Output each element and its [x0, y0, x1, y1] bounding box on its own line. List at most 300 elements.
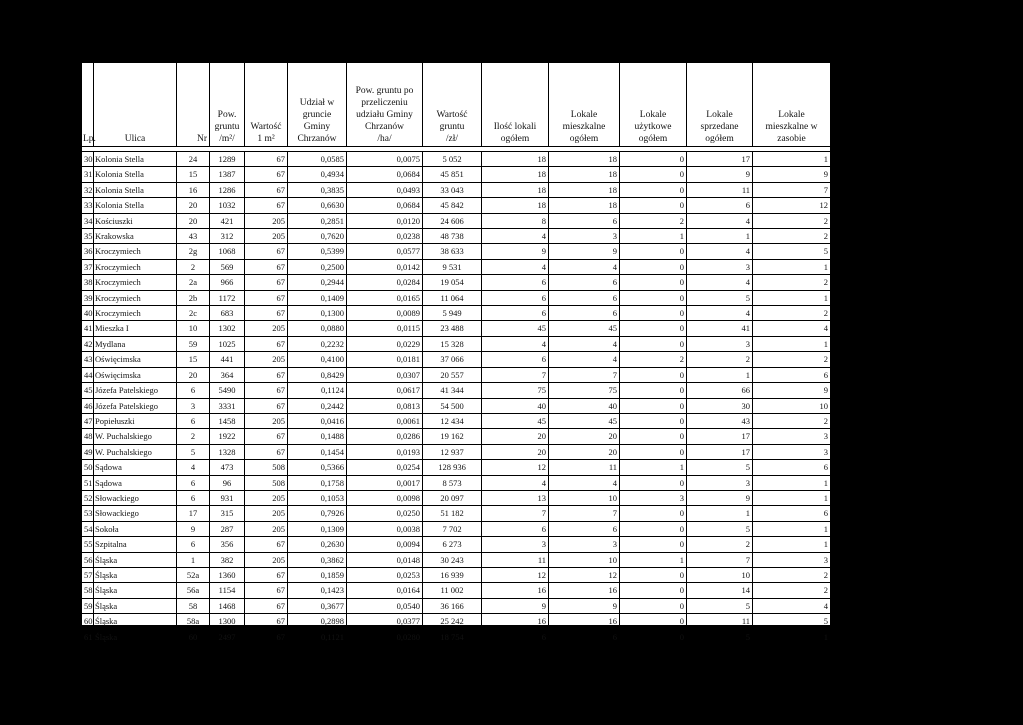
cell-ulica: Słowackiego	[94, 490, 177, 505]
cell-lokale-sprzedane: 10	[687, 567, 753, 582]
cell-ulica: Sądowa	[94, 475, 177, 490]
cell-ulica: Oświęcimska	[94, 352, 177, 367]
cell-udzial: 0,7620	[288, 229, 347, 244]
cell-lokale-zasobie: 2	[753, 413, 831, 428]
cell-wartosc-1m2: 67	[245, 537, 288, 552]
cell-pow-po-przeliczeniu: 0,0017	[347, 475, 423, 490]
cell-lokale-sprzedane: 4	[687, 213, 753, 228]
cell-wartosc-gruntu: 54 500	[423, 398, 482, 413]
cell-nr: 43	[177, 229, 210, 244]
cell-lokale-mieszkalne: 40	[549, 398, 620, 413]
cell-wartosc-1m2: 67	[245, 275, 288, 290]
cell-wartosc-gruntu: 33 043	[423, 182, 482, 197]
cell-udzial: 0,1859	[288, 567, 347, 582]
cell-pow-po-przeliczeniu: 0,0120	[347, 213, 423, 228]
cell-wartosc-1m2: 508	[245, 475, 288, 490]
cell-lokale-mieszkalne: 6	[549, 213, 620, 228]
cell-ilosc-lokali: 18	[482, 167, 549, 182]
cell-lokale-zasobie: 1	[753, 475, 831, 490]
table-row	[82, 567, 831, 582]
cell-lokale-zasobie: 5	[753, 614, 831, 629]
table-row	[82, 213, 831, 228]
table-row	[82, 367, 831, 382]
cell-lp: 51	[82, 475, 94, 490]
cell-pow-gruntu: 382	[210, 552, 245, 567]
cell-udzial: 0,1053	[288, 490, 347, 505]
cell-lokale-mieszkalne: 7	[549, 506, 620, 521]
cell-lokale-uzytkowe: 0	[620, 629, 687, 644]
cell-lokale-uzytkowe: 0	[620, 367, 687, 382]
cell-lokale-mieszkalne: 75	[549, 383, 620, 398]
cell-udzial: 0,0585	[288, 152, 347, 167]
cell-pow-gruntu: 3331	[210, 398, 245, 413]
cell-lokale-uzytkowe: 3	[620, 490, 687, 505]
cell-ilosc-lokali: 3	[482, 537, 549, 552]
cell-pow-po-przeliczeniu: 0,0684	[347, 167, 423, 182]
header-wartosc-1m2: Wartość 1 m²	[245, 63, 288, 147]
cell-ilosc-lokali: 12	[482, 460, 549, 475]
cell-lokale-sprzedane: 11	[687, 182, 753, 197]
cell-nr: 17	[177, 506, 210, 521]
cell-pow-po-przeliczeniu: 0,0142	[347, 259, 423, 274]
cell-nr: 6	[177, 537, 210, 552]
cell-nr: 2a	[177, 275, 210, 290]
cell-lokale-uzytkowe: 0	[620, 567, 687, 582]
header-lp: Lp.	[82, 63, 94, 147]
cell-lokale-zasobie: 2	[753, 229, 831, 244]
cell-udzial: 0,2851	[288, 213, 347, 228]
cell-pow-po-przeliczeniu: 0,0280	[347, 629, 423, 644]
cell-wartosc-gruntu: 20 557	[423, 367, 482, 382]
table-header-row	[82, 63, 831, 147]
cell-ulica: Śląska	[94, 552, 177, 567]
cell-lokale-sprzedane: 1	[687, 506, 753, 521]
cell-ulica: Śląska	[94, 567, 177, 582]
cell-wartosc-1m2: 67	[245, 614, 288, 629]
cell-ulica: Mieszka I	[94, 321, 177, 336]
cell-wartosc-gruntu: 18 754	[423, 629, 482, 644]
table-row	[82, 306, 831, 321]
cell-ilosc-lokali: 4	[482, 259, 549, 274]
cell-udzial: 0,3677	[288, 598, 347, 613]
cell-lokale-mieszkalne: 16	[549, 583, 620, 598]
cell-lokale-uzytkowe: 1	[620, 229, 687, 244]
cell-pow-po-przeliczeniu: 0,0284	[347, 275, 423, 290]
cell-wartosc-1m2: 67	[245, 629, 288, 644]
cell-pow-po-przeliczeniu: 0,0307	[347, 367, 423, 382]
cell-nr: 2	[177, 259, 210, 274]
cell-lokale-uzytkowe: 0	[620, 413, 687, 428]
cell-lokale-uzytkowe: 0	[620, 182, 687, 197]
cell-udzial: 0,5399	[288, 244, 347, 259]
cell-wartosc-gruntu: 128 936	[423, 460, 482, 475]
cell-ilosc-lokali: 6	[482, 290, 549, 305]
header-nr: Nr	[177, 63, 210, 147]
cell-ilosc-lokali: 9	[482, 598, 549, 613]
cell-lokale-zasobie: 4	[753, 598, 831, 613]
cell-wartosc-gruntu: 15 328	[423, 336, 482, 351]
cell-lokale-sprzedane: 5	[687, 598, 753, 613]
cell-lokale-mieszkalne: 18	[549, 198, 620, 213]
cell-nr: 15	[177, 167, 210, 182]
table-row	[82, 259, 831, 274]
cell-pow-po-przeliczeniu: 0,0493	[347, 182, 423, 197]
table-row	[82, 398, 831, 413]
cell-lp: 50	[82, 460, 94, 475]
cell-lokale-mieszkalne: 6	[549, 629, 620, 644]
cell-wartosc-1m2: 205	[245, 521, 288, 536]
cell-lokale-uzytkowe: 0	[620, 306, 687, 321]
cell-lokale-mieszkalne: 20	[549, 429, 620, 444]
cell-nr: 1	[177, 552, 210, 567]
property-table	[81, 62, 831, 645]
cell-lp: 59	[82, 598, 94, 613]
cell-pow-po-przeliczeniu: 0,0250	[347, 506, 423, 521]
cell-wartosc-gruntu: 36 166	[423, 598, 482, 613]
cell-lp: 58	[82, 583, 94, 598]
cell-pow-po-przeliczeniu: 0,0115	[347, 321, 423, 336]
cell-pow-gruntu: 1154	[210, 583, 245, 598]
table-body	[82, 152, 831, 645]
cell-udzial: 0,6630	[288, 198, 347, 213]
cell-nr: 2b	[177, 290, 210, 305]
cell-ilosc-lokali: 13	[482, 490, 549, 505]
cell-wartosc-gruntu: 20 097	[423, 490, 482, 505]
cell-lokale-uzytkowe: 0	[620, 444, 687, 459]
cell-lokale-mieszkalne: 6	[549, 306, 620, 321]
table-row	[82, 521, 831, 536]
cell-pow-gruntu: 1300	[210, 614, 245, 629]
cell-ilosc-lokali: 18	[482, 152, 549, 167]
cell-nr: 5	[177, 444, 210, 459]
cell-udzial: 0,1488	[288, 429, 347, 444]
header-ilosc-lokali: Ilość lokali ogółem	[482, 63, 549, 147]
cell-lokale-uzytkowe: 0	[620, 598, 687, 613]
cell-lokale-uzytkowe: 0	[620, 383, 687, 398]
cell-ilosc-lokali: 16	[482, 614, 549, 629]
cell-ilosc-lokali: 11	[482, 552, 549, 567]
header-lokale-uzytkowe: Lokale użytkowe ogółem	[620, 63, 687, 147]
cell-pow-po-przeliczeniu: 0,0165	[347, 290, 423, 305]
cell-lokale-zasobie: 9	[753, 383, 831, 398]
table-row	[82, 167, 831, 182]
table-row	[82, 321, 831, 336]
cell-pow-po-przeliczeniu: 0,0193	[347, 444, 423, 459]
cell-wartosc-gruntu: 11 064	[423, 290, 482, 305]
cell-wartosc-gruntu: 25 242	[423, 614, 482, 629]
cell-udzial: 0,8429	[288, 367, 347, 382]
cell-pow-gruntu: 931	[210, 490, 245, 505]
cell-lokale-uzytkowe: 0	[620, 537, 687, 552]
cell-lokale-sprzedane: 1	[687, 367, 753, 382]
cell-wartosc-1m2: 67	[245, 567, 288, 582]
cell-pow-po-przeliczeniu: 0,0286	[347, 429, 423, 444]
header-pow-gruntu: Pow. gruntu /m²/	[210, 63, 245, 147]
cell-wartosc-gruntu: 41 344	[423, 383, 482, 398]
cell-pow-gruntu: 312	[210, 229, 245, 244]
cell-pow-gruntu: 966	[210, 275, 245, 290]
cell-lokale-mieszkalne: 16	[549, 614, 620, 629]
document-page	[81, 62, 830, 642]
cell-pow-po-przeliczeniu: 0,0148	[347, 552, 423, 567]
cell-lokale-mieszkalne: 18	[549, 167, 620, 182]
cell-lokale-uzytkowe: 1	[620, 552, 687, 567]
cell-lokale-sprzedane: 43	[687, 413, 753, 428]
cell-lokale-uzytkowe: 0	[620, 167, 687, 182]
cell-wartosc-1m2: 67	[245, 259, 288, 274]
cell-nr: 10	[177, 321, 210, 336]
cell-pow-po-przeliczeniu: 0,0061	[347, 413, 423, 428]
cell-lp: 31	[82, 167, 94, 182]
cell-lokale-sprzedane: 5	[687, 290, 753, 305]
cell-wartosc-gruntu: 45 842	[423, 198, 482, 213]
cell-udzial: 0,1409	[288, 290, 347, 305]
cell-lokale-sprzedane: 1	[687, 229, 753, 244]
cell-wartosc-1m2: 67	[245, 167, 288, 182]
cell-lokale-zasobie: 7	[753, 182, 831, 197]
cell-lokale-mieszkalne: 4	[549, 336, 620, 351]
cell-lokale-uzytkowe: 0	[620, 198, 687, 213]
cell-lokale-zasobie: 12	[753, 198, 831, 213]
table-row	[82, 598, 831, 613]
cell-ulica: Kroczymiech	[94, 275, 177, 290]
cell-lokale-uzytkowe: 0	[620, 614, 687, 629]
cell-lokale-zasobie: 2	[753, 213, 831, 228]
cell-ulica: Józefa Patelskiego	[94, 383, 177, 398]
cell-nr: 60	[177, 629, 210, 644]
cell-ulica: Śląska	[94, 598, 177, 613]
cell-ilosc-lokali: 6	[482, 352, 549, 367]
table-row	[82, 413, 831, 428]
cell-lokale-uzytkowe: 0	[620, 429, 687, 444]
cell-lokale-zasobie: 6	[753, 367, 831, 382]
cell-wartosc-gruntu: 30 243	[423, 552, 482, 567]
cell-wartosc-1m2: 508	[245, 460, 288, 475]
cell-ulica: Kolonia Stella	[94, 167, 177, 182]
cell-nr: 6	[177, 475, 210, 490]
cell-lokale-zasobie: 2	[753, 567, 831, 582]
cell-pow-gruntu: 473	[210, 460, 245, 475]
cell-lokale-uzytkowe: 0	[620, 321, 687, 336]
cell-lokale-uzytkowe: 0	[620, 259, 687, 274]
cell-wartosc-1m2: 67	[245, 290, 288, 305]
cell-lokale-sprzedane: 11	[687, 614, 753, 629]
cell-udzial: 0,2944	[288, 275, 347, 290]
cell-lokale-uzytkowe: 1	[620, 460, 687, 475]
cell-lokale-mieszkalne: 10	[549, 552, 620, 567]
cell-lp: 32	[82, 182, 94, 197]
cell-lp: 57	[82, 567, 94, 582]
table-row	[82, 383, 831, 398]
cell-lp: 45	[82, 383, 94, 398]
cell-udzial: 0,3862	[288, 552, 347, 567]
cell-ulica: Kroczymiech	[94, 244, 177, 259]
cell-nr: 24	[177, 152, 210, 167]
table-row	[82, 614, 831, 629]
cell-lokale-sprzedane: 9	[687, 167, 753, 182]
cell-ulica: Śląska	[94, 629, 177, 644]
cell-lokale-zasobie: 5	[753, 244, 831, 259]
table-row	[82, 506, 831, 521]
cell-lp: 53	[82, 506, 94, 521]
cell-wartosc-1m2: 205	[245, 352, 288, 367]
table-row	[82, 444, 831, 459]
cell-lp: 55	[82, 537, 94, 552]
cell-ilosc-lokali: 12	[482, 567, 549, 582]
cell-lokale-mieszkalne: 3	[549, 537, 620, 552]
cell-wartosc-gruntu: 37 066	[423, 352, 482, 367]
cell-wartosc-1m2: 67	[245, 398, 288, 413]
cell-ilosc-lokali: 9	[482, 244, 549, 259]
cell-pow-po-przeliczeniu: 0,0684	[347, 198, 423, 213]
cell-pow-po-przeliczeniu: 0,0038	[347, 521, 423, 536]
cell-wartosc-gruntu: 23 488	[423, 321, 482, 336]
table-row	[82, 336, 831, 351]
cell-wartosc-1m2: 67	[245, 583, 288, 598]
cell-lp: 48	[82, 429, 94, 444]
cell-ilosc-lokali: 20	[482, 444, 549, 459]
table-row	[82, 275, 831, 290]
cell-lokale-uzytkowe: 0	[620, 398, 687, 413]
cell-ilosc-lokali: 40	[482, 398, 549, 413]
header-wartosc-gruntu: Wartość gruntu /zł/	[423, 63, 482, 147]
cell-lokale-zasobie: 1	[753, 152, 831, 167]
cell-nr: 52a	[177, 567, 210, 582]
cell-lp: 43	[82, 352, 94, 367]
cell-wartosc-1m2: 67	[245, 444, 288, 459]
cell-lokale-sprzedane: 14	[687, 583, 753, 598]
cell-ulica: Kroczymiech	[94, 290, 177, 305]
cell-udzial: 0,2500	[288, 259, 347, 274]
cell-lokale-uzytkowe: 0	[620, 290, 687, 305]
cell-udzial: 0,4934	[288, 167, 347, 182]
cell-lokale-sprzedane: 17	[687, 429, 753, 444]
cell-lp: 37	[82, 259, 94, 274]
cell-ulica: Kroczymiech	[94, 306, 177, 321]
cell-pow-gruntu: 96	[210, 475, 245, 490]
cell-lokale-mieszkalne: 6	[549, 275, 620, 290]
cell-pow-gruntu: 683	[210, 306, 245, 321]
cell-lp: 60	[82, 614, 94, 629]
cell-lp: 52	[82, 490, 94, 505]
cell-wartosc-gruntu: 19 054	[423, 275, 482, 290]
cell-pow-po-przeliczeniu: 0,0094	[347, 537, 423, 552]
cell-wartosc-1m2: 67	[245, 244, 288, 259]
cell-ulica: Mydlana	[94, 336, 177, 351]
cell-lokale-mieszkalne: 12	[549, 567, 620, 582]
cell-lokale-zasobie: 1	[753, 259, 831, 274]
cell-wartosc-gruntu: 12 434	[423, 413, 482, 428]
cell-lokale-sprzedane: 6	[687, 198, 753, 213]
cell-wartosc-gruntu: 7 702	[423, 521, 482, 536]
cell-ulica: Kolonia Stella	[94, 182, 177, 197]
cell-wartosc-gruntu: 45 851	[423, 167, 482, 182]
cell-udzial: 0,1309	[288, 521, 347, 536]
cell-pow-gruntu: 287	[210, 521, 245, 536]
cell-nr: 9	[177, 521, 210, 536]
cell-nr: 15	[177, 352, 210, 367]
cell-lokale-mieszkalne: 7	[549, 367, 620, 382]
header-pow-po-przeliczeniu: Pow. gruntu po przeliczeniu udziału Gminy Chrzanów /ha/	[347, 63, 423, 147]
cell-ulica: Kościuszki	[94, 213, 177, 228]
cell-ulica: Oświęcimska	[94, 367, 177, 382]
cell-pow-gruntu: 1068	[210, 244, 245, 259]
table-row	[82, 352, 831, 367]
cell-pow-gruntu: 1360	[210, 567, 245, 582]
table-row	[82, 244, 831, 259]
cell-lokale-mieszkalne: 9	[549, 244, 620, 259]
cell-wartosc-gruntu: 48 738	[423, 229, 482, 244]
cell-wartosc-gruntu: 6 273	[423, 537, 482, 552]
cell-nr: 4	[177, 460, 210, 475]
cell-nr: 58a	[177, 614, 210, 629]
cell-wartosc-gruntu: 19 162	[423, 429, 482, 444]
cell-ilosc-lokali: 6	[482, 275, 549, 290]
cell-lokale-zasobie: 1	[753, 537, 831, 552]
cell-ilosc-lokali: 6	[482, 306, 549, 321]
cell-ulica: Słowackiego	[94, 506, 177, 521]
cell-ilosc-lokali: 16	[482, 583, 549, 598]
cell-lokale-sprzedane: 3	[687, 336, 753, 351]
cell-ilosc-lokali: 18	[482, 182, 549, 197]
table-row	[82, 229, 831, 244]
cell-nr: 20	[177, 198, 210, 213]
cell-lokale-mieszkalne: 45	[549, 321, 620, 336]
cell-wartosc-1m2: 205	[245, 413, 288, 428]
cell-udzial: 0,1454	[288, 444, 347, 459]
cell-lp: 44	[82, 367, 94, 382]
cell-lokale-mieszkalne: 9	[549, 598, 620, 613]
cell-lokale-mieszkalne: 6	[549, 521, 620, 536]
cell-wartosc-1m2: 67	[245, 198, 288, 213]
cell-lp: 61	[82, 629, 94, 644]
cell-wartosc-gruntu: 12 937	[423, 444, 482, 459]
cell-pow-gruntu: 364	[210, 367, 245, 382]
cell-lokale-zasobie: 6	[753, 460, 831, 475]
cell-wartosc-1m2: 67	[245, 152, 288, 167]
cell-nr: 6	[177, 383, 210, 398]
cell-pow-gruntu: 1302	[210, 321, 245, 336]
cell-lokale-sprzedane: 30	[687, 398, 753, 413]
cell-ilosc-lokali: 8	[482, 213, 549, 228]
cell-wartosc-1m2: 67	[245, 182, 288, 197]
cell-ulica: Kroczymiech	[94, 259, 177, 274]
cell-wartosc-1m2: 205	[245, 229, 288, 244]
header-lokale-mieszkalne: Lokale mieszkalne ogółem	[549, 63, 620, 147]
table-row	[82, 460, 831, 475]
cell-lokale-zasobie: 1	[753, 521, 831, 536]
cell-wartosc-1m2: 67	[245, 383, 288, 398]
cell-ilosc-lokali: 4	[482, 336, 549, 351]
cell-udzial: 0,7926	[288, 506, 347, 521]
cell-lokale-uzytkowe: 0	[620, 475, 687, 490]
cell-lokale-mieszkalne: 10	[549, 490, 620, 505]
cell-pow-gruntu: 421	[210, 213, 245, 228]
cell-pow-po-przeliczeniu: 0,0098	[347, 490, 423, 505]
cell-ilosc-lokali: 45	[482, 413, 549, 428]
cell-lokale-mieszkalne: 4	[549, 259, 620, 274]
cell-lokale-sprzedane: 2	[687, 352, 753, 367]
cell-ilosc-lokali: 20	[482, 429, 549, 444]
cell-pow-po-przeliczeniu: 0,0813	[347, 398, 423, 413]
cell-lokale-zasobie: 4	[753, 321, 831, 336]
cell-lokale-sprzedane: 2	[687, 537, 753, 552]
cell-lokale-uzytkowe: 0	[620, 336, 687, 351]
cell-pow-po-przeliczeniu: 0,0075	[347, 152, 423, 167]
cell-pow-gruntu: 441	[210, 352, 245, 367]
cell-wartosc-gruntu: 51 182	[423, 506, 482, 521]
cell-lokale-zasobie: 1	[753, 336, 831, 351]
